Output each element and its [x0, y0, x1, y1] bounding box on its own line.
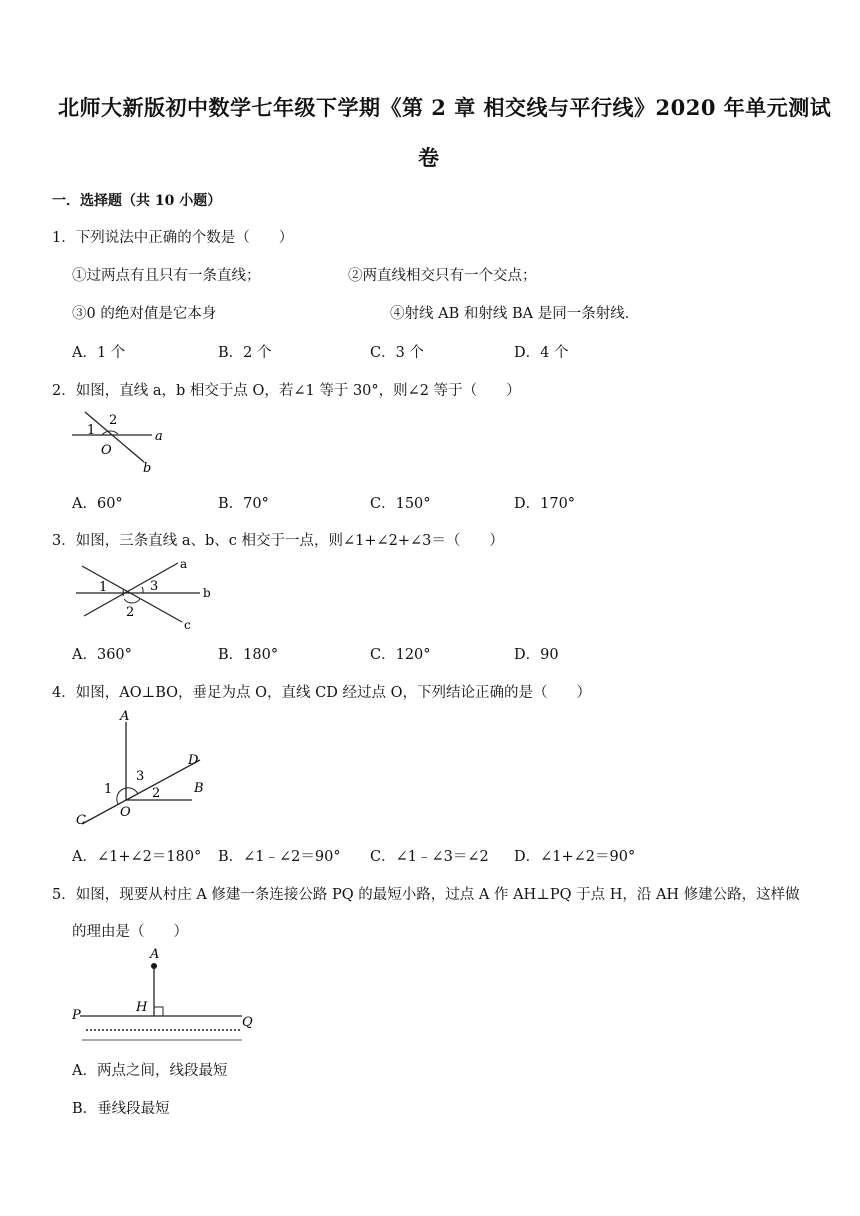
q1-option-b[interactable]: B．2 个 [218, 345, 272, 361]
q4-option-c[interactable]: C．∠1﹣∠3＝∠2 [370, 849, 489, 865]
q2-option-b[interactable]: B．70° [218, 496, 269, 512]
q1-statement-4: ④射线 AB 和射线 BA 是同一条射线． [390, 306, 640, 322]
page-title-line2: 卷 [418, 145, 440, 170]
q5-label-h: H [136, 1000, 148, 1015]
q4-label-1: 1 [104, 782, 113, 797]
q2-option-a[interactable]: A．60° [72, 496, 123, 512]
q5-stem-line2: 的理由是（ ） [72, 924, 188, 940]
q5-option-b[interactable]: B．垂线段最短 [72, 1101, 170, 1117]
q3-label-1: 1 [99, 580, 108, 595]
q1-option-d[interactable]: D．4 个 [514, 345, 569, 361]
q3-label-b: b [203, 586, 211, 600]
q4-label-3: 3 [136, 769, 145, 784]
q3-label-3: 3 [150, 579, 159, 594]
q2-option-d[interactable]: D．170° [514, 496, 576, 512]
q3-angle-arc-3 [142, 587, 143, 593]
q4-label-2: 2 [152, 786, 161, 801]
q5-option-a[interactable]: A．两点之间，线段最短 [72, 1063, 228, 1079]
q2-stem: 2．如图，直线 a，b 相交于点 O，若∠1 等于 30°，则∠2 等于（ ） [52, 383, 521, 399]
q4-figure [70, 708, 220, 833]
q5-label-p: P [72, 1008, 81, 1023]
q1-statement-3: ③0 的绝对值是它本身 [72, 306, 217, 322]
section-heading: 一．选择题（共 10 小题） [52, 193, 222, 209]
q2-label-a: a [155, 429, 163, 444]
q3-label-2: 2 [126, 605, 135, 620]
q3-stem: 3．如图，三条直线 a、b、c 相交于一点，则∠1+∠2+∠3＝（ ） [52, 533, 504, 549]
q5-stem-line1: 5．如图，现要从村庄 A 修建一条连接公路 PQ 的最短小路，过点 A 作 AH⊥PQ 于点 H，沿 AH 修建公路，这样做 [52, 887, 800, 903]
q1-statement-2: ②两直线相交只有一个交点； [348, 268, 537, 284]
q3-option-d[interactable]: D．90 [514, 647, 559, 663]
q2-label-o: O [101, 443, 112, 458]
q2-label-1: 1 [87, 423, 96, 438]
q3-option-c[interactable]: C．120° [370, 647, 431, 663]
page-title-line1: 北师大新版初中数学七年级下学期《第 2 章 相交线与平行线》2020 年单元测试 [58, 95, 832, 120]
q3-option-a[interactable]: A．360° [72, 647, 132, 663]
q1-option-a[interactable]: A．1 个 [72, 345, 126, 361]
q4-label-b: B [194, 781, 204, 796]
q1-option-c[interactable]: C．3 个 [370, 345, 424, 361]
q2-figure [70, 404, 180, 474]
q3-angle-arc-2 [124, 599, 140, 603]
q5-right-angle-mark [154, 1007, 163, 1016]
q2-option-c[interactable]: C．150° [370, 496, 431, 512]
q4-label-a: A [120, 709, 130, 724]
q4-option-d[interactable]: D．∠1+∠2＝90° [514, 849, 636, 865]
q1-stem: 1．下列说法中正确的个数是（ ） [52, 230, 294, 246]
q3-option-b[interactable]: B．180° [218, 647, 279, 663]
q5-figure [70, 944, 270, 1044]
q3-label-a: a [180, 557, 188, 571]
q1-statement-1: ①过两点有且只有一条直线； [72, 268, 261, 284]
q4-label-d: D [188, 753, 199, 768]
q4-label-o: O [120, 805, 131, 820]
q4-option-a[interactable]: A．∠1+∠2＝180° [72, 849, 202, 865]
q5-label-q: Q [242, 1015, 253, 1030]
q4-label-c: C [76, 813, 86, 828]
q4-stem: 4．如图，AO⊥BO，垂足为点 O，直线 CD 经过点 O，下列结论正确的是（ ） [52, 685, 591, 701]
q3-figure [70, 554, 220, 634]
q5-label-a: A [150, 947, 160, 962]
q4-option-b[interactable]: B．∠1﹣∠2＝90° [218, 849, 341, 865]
q2-label-b: b [143, 461, 152, 474]
q3-label-c: c [184, 618, 191, 632]
q2-label-2: 2 [109, 413, 118, 428]
